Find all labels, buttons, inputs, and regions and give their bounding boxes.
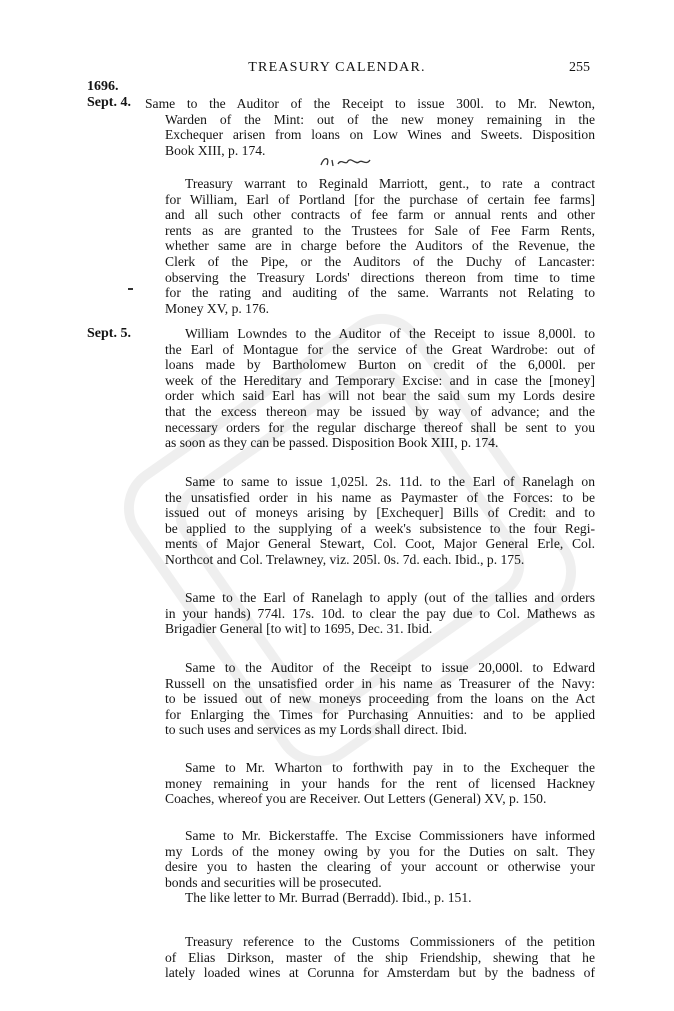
text-line: Same to the Earl of Ranelagh to apply (out of the tallies and orders: [185, 590, 595, 605]
paragraph: [145, 760, 595, 807]
text-line: desire you to hasten the clearing of your account or otherwise your: [165, 859, 595, 875]
text-line: Warden of the Mint: out of the new money remaining in the: [165, 111, 595, 127]
text-line: Northcot and Col. Trelawney, viz. 205l. 0s. 7d. each. Ibid., p. 175.: [165, 551, 525, 567]
margin-date-sept-4: Sept. 4.: [87, 95, 131, 110]
paragraph: [145, 176, 595, 316]
text-line: to be issued out of new moneys proceeding from the loans on the Act: [165, 691, 595, 707]
text-line: week of the Hereditary and Temporary Excise: and in case the [money]: [165, 372, 595, 388]
text-line: bonds and securities will be prosecuted.: [165, 874, 382, 890]
text-line: Coaches, whereof you are Receiver. Out Letters (General) XV, p. 150.: [165, 791, 547, 807]
margin-date-sept-5: Sept. 5.: [87, 326, 131, 341]
paragraph: [145, 590, 595, 637]
text-line: Same to same to issue 1,025l. 2s. 11d. to the Earl of Ranelagh on: [185, 474, 595, 489]
text-line: for Enlarging the Times for Purchasing Annuities: and to be applied: [165, 706, 595, 722]
text-line: William Lowndes to the Auditor of the Receipt to issue 8,000l. to: [185, 326, 595, 341]
paragraph: [145, 828, 595, 890]
text-line: observing the Treasury Lords' directions thereon from time to time: [165, 269, 595, 285]
text-line: whether same are in charge before the Auditors of the Revenue, the: [165, 238, 595, 254]
text-line: for William, Earl of Portland [for the purchase of certain fee farms]: [165, 191, 595, 207]
text-line: Same to Mr. Bickerstaffe. The Excise Commissioners have informed: [185, 828, 595, 843]
text-line: be applied to the supplying of a week's subsistence to the four Regi-: [165, 520, 595, 536]
text-line: Brigadier General [to wit] to 1695, Dec. 31. Ibid.: [165, 621, 433, 637]
text-line: the Earl of Montague for the service of the Great Wardrobe: out of: [165, 341, 595, 357]
text-line: order which said Earl has will not bear the said sum my Lords desire: [165, 388, 595, 404]
text-line: Clerk of the Pipe, or the Auditors of the Duchy of Lancaster:: [165, 253, 595, 269]
text-line: Money XV, p. 176.: [165, 300, 269, 316]
text-line: Exchequer arisen from loans on Low Wines and Sweets. Disposition: [165, 127, 595, 143]
paragraph: [145, 660, 595, 738]
paragraph: [145, 96, 595, 158]
page-header: [0, 60, 674, 80]
handwritten-annotation: [318, 154, 378, 170]
text-line: Book XIII, p. 174.: [165, 142, 266, 158]
paragraph: [145, 326, 595, 451]
text-line: ments of Major General Stewart, Col. Coot, Major General Erle, Col.: [165, 536, 595, 552]
text-line: necessary orders for the regular discharge thereof shall be sent to you: [165, 419, 595, 435]
text-line: Treasury warrant to Reginald Marriott, gent., to rate a contract: [185, 176, 595, 191]
text-line: Same to the Auditor of the Receipt to issue 20,000l. to Edward: [185, 660, 595, 675]
paragraph: [145, 474, 595, 568]
running-title: TREASURY CALENDAR.: [248, 60, 426, 75]
margin-year: 1696.: [87, 79, 119, 94]
text-line: lately loaded wines at Corunna for Amsterdam but by the badness of: [165, 965, 595, 981]
paragraph: [145, 934, 595, 981]
text-line: that the excess thereon may be issued by way of advance; and the: [165, 403, 595, 419]
text-line: loans made by Bartholomew Burton on credit of the 6,000l. per: [165, 357, 595, 373]
text-line: rents as are granted to the Trustees for Sale of Fee Farm Rents,: [165, 222, 595, 238]
text-line: as soon as they can be passed. Disposition Book XIII, p. 174.: [165, 435, 499, 451]
text-line: Same to Mr. Wharton to forthwith pay in to the Exchequer the: [185, 760, 595, 775]
text-line: my Lords of the money owing by you for the Duties on salt. They: [165, 843, 595, 859]
text-line: in your hands) 774l. 17s. 10d. to clear the pay due to Col. Mathews as: [165, 605, 595, 621]
text-line: issued out of moneys arising by [Exchequer] Bills of Credit: and to: [165, 505, 595, 521]
text-line: for the rating and auditing of the same. Warrants not Relating to: [165, 285, 595, 301]
margin-mark: [128, 288, 133, 290]
text-line: The like letter to Mr. Burrad (Berradd). Ibid., p. 151.: [185, 890, 472, 905]
text-line: to such uses and services as my Lords shall direct. Ibid.: [165, 722, 468, 738]
text-line: Same to the Auditor of the Receipt to issue 300l. to Mr. Newton,: [145, 96, 595, 111]
text-line: the unsatisfied order in his name as Paymaster of the Forces: to be: [165, 489, 595, 505]
paragraph: [145, 890, 595, 906]
page-number: 255: [569, 60, 590, 75]
text-line: Russell on the unsatisfied order in his name as Treasurer of the Navy:: [165, 675, 595, 691]
text-line: Treasury reference to the Customs Commissioners of the petition: [185, 934, 595, 949]
text-line: money remaining in your hands for the rent of licensed Hackney: [165, 775, 595, 791]
text-line: of Elias Dirkson, master of the ship Friendship, shewing that he: [165, 949, 595, 965]
text-line: and all such other contracts of fee farm or annual rents and other: [165, 207, 595, 223]
